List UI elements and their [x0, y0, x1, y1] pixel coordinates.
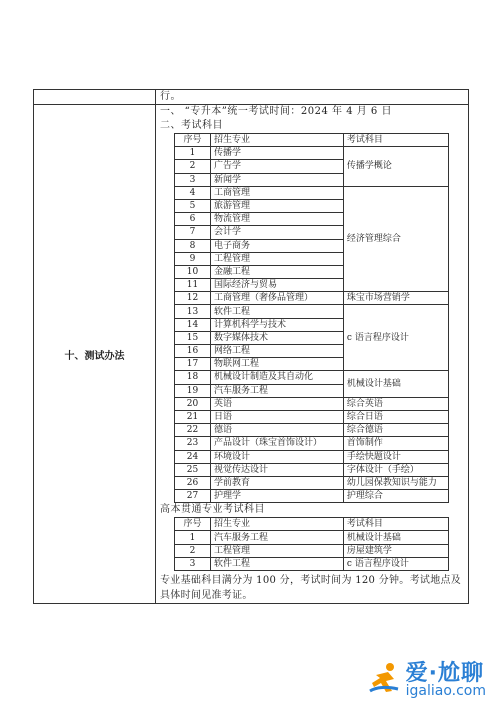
header-no: 序号	[175, 134, 211, 147]
row-major: 德语	[211, 424, 344, 437]
table-row	[175, 305, 449, 318]
row-no: 2	[175, 160, 211, 173]
header-major: 招生专业	[211, 134, 344, 147]
header-subject: 考试科目	[343, 518, 448, 531]
top-row	[34, 90, 469, 105]
table-row	[175, 544, 449, 557]
runner-logo-icon	[368, 661, 402, 695]
row-no: 27	[175, 490, 211, 503]
row-no: 12	[175, 292, 211, 305]
table-row	[175, 292, 449, 305]
header-subject: 考试科目	[343, 134, 448, 147]
row-subject: 幼儿园保教知识与能力	[343, 476, 448, 489]
row-no: 20	[175, 397, 211, 410]
row-major: 网络工程	[211, 345, 344, 358]
row-major: 学前教育	[211, 476, 344, 489]
gaoben-heading: 高本贯通专业考试科目	[160, 504, 265, 516]
row-major: 数字媒体技术	[211, 331, 344, 344]
table-row	[175, 557, 449, 570]
row-no: 4	[175, 186, 211, 199]
row-no: 6	[175, 213, 211, 226]
row-subject: 传播学概论	[343, 147, 448, 187]
row-major: 金融工程	[211, 265, 344, 278]
row-no: 24	[175, 450, 211, 463]
row-major: 工商管理（奢侈品管理）	[211, 292, 344, 305]
subjects-table-header	[175, 134, 449, 147]
row-no: 10	[175, 265, 211, 278]
row-major: 电子商务	[211, 239, 344, 252]
table-row	[175, 437, 449, 450]
row-major: 计算机科学与技术	[211, 318, 344, 331]
row-major: 广告学	[211, 160, 344, 173]
top-row-text: 行。	[160, 91, 181, 102]
table-row	[175, 476, 449, 489]
row-major: 物流管理	[211, 213, 344, 226]
watermark	[368, 656, 486, 699]
watermark-cn: 爱·尬聊	[405, 661, 484, 686]
row-no: 8	[175, 239, 211, 252]
row-no: 9	[175, 252, 211, 265]
row-no: 15	[175, 331, 211, 344]
table-row	[175, 371, 449, 384]
table-row	[175, 186, 449, 199]
row-major: 英语	[211, 397, 344, 410]
row-major: 新闻学	[211, 173, 344, 186]
row-major: 工程管理	[211, 544, 344, 557]
exam-note: 专业基础科目满分为 100 分，考试时间为 120 分钟。考试地点及具体时间见准考证。	[160, 575, 462, 601]
row-no: 26	[175, 476, 211, 489]
exam-method-row	[34, 105, 469, 604]
row-no: 2	[175, 544, 211, 557]
row-no: 21	[175, 410, 211, 423]
row-major: 机械设计制造及其自动化	[211, 371, 344, 384]
gaoben-table	[174, 517, 449, 571]
row-subject: 综合英语	[343, 397, 448, 410]
exam-method-content	[156, 105, 469, 604]
row-major: 工商管理	[211, 186, 344, 199]
subjects-table	[174, 133, 449, 503]
exam-subjects-heading: 二、考试科目	[160, 120, 223, 131]
row-major: 汽车服务工程	[211, 531, 344, 544]
table-row	[175, 424, 449, 437]
table-row	[175, 397, 449, 410]
row-no: 11	[175, 279, 211, 292]
header-major: 招生专业	[211, 518, 344, 531]
row-no: 17	[175, 358, 211, 371]
row-major: 产品设计（珠宝首饰设计）	[211, 437, 344, 450]
watermark-en: igaliao.com	[405, 683, 486, 699]
row-subject: c 语言程序设计	[343, 557, 448, 570]
row-no: 3	[175, 173, 211, 186]
table-row	[175, 450, 449, 463]
row-no: 13	[175, 305, 211, 318]
table-row	[175, 490, 449, 503]
row-subject: 经济管理综合	[343, 186, 448, 292]
row-no: 19	[175, 384, 211, 397]
row-no: 7	[175, 226, 211, 239]
row-subject: c 语言程序设计	[343, 305, 448, 371]
exam-time-line: 一、 “专升本”统一考试时间：2024 年 4 月 6 日	[160, 106, 392, 117]
row-subject: 首饰制作	[343, 437, 448, 450]
row-no: 5	[175, 199, 211, 212]
row-major: 软件工程	[211, 557, 344, 570]
header-no: 序号	[175, 518, 211, 531]
row-major: 护理学	[211, 490, 344, 503]
row-no: 1	[175, 147, 211, 160]
row-no: 18	[175, 371, 211, 384]
row-no: 1	[175, 531, 211, 544]
row-major: 传播学	[211, 147, 344, 160]
gaoben-table-header	[175, 518, 449, 531]
row-no: 25	[175, 463, 211, 476]
row-subject: 综合日语	[343, 410, 448, 423]
top-row-text-cell	[156, 90, 469, 105]
row-major: 物联网工程	[211, 358, 344, 371]
table-row	[175, 531, 449, 544]
content-table	[33, 89, 469, 604]
table-row	[175, 410, 449, 423]
row-major: 会计学	[211, 226, 344, 239]
section-label: 十、测试办法	[34, 105, 156, 604]
row-subject: 护理综合	[343, 490, 448, 503]
row-subject: 机械设计基础	[343, 531, 448, 544]
top-row-label-cell	[34, 90, 156, 105]
table-row	[175, 463, 449, 476]
row-major: 工程管理	[211, 252, 344, 265]
row-subject: 机械设计基础	[343, 371, 448, 397]
row-subject: 手绘快题设计	[343, 450, 448, 463]
row-no: 14	[175, 318, 211, 331]
row-no: 23	[175, 437, 211, 450]
row-major: 视觉传达设计	[211, 463, 344, 476]
row-subject: 综合德语	[343, 424, 448, 437]
row-subject: 字体设计（手绘）	[343, 463, 448, 476]
table-row	[175, 147, 449, 160]
row-no: 3	[175, 557, 211, 570]
row-no: 16	[175, 345, 211, 358]
row-major: 环境设计	[211, 450, 344, 463]
row-major: 旅游管理	[211, 199, 344, 212]
row-major: 国际经济与贸易	[211, 279, 344, 292]
row-major: 汽车服务工程	[211, 384, 344, 397]
row-no: 22	[175, 424, 211, 437]
row-major: 日语	[211, 410, 344, 423]
row-subject: 珠宝市场营销学	[343, 292, 448, 305]
row-major: 软件工程	[211, 305, 344, 318]
row-subject: 房屋建筑学	[343, 544, 448, 557]
